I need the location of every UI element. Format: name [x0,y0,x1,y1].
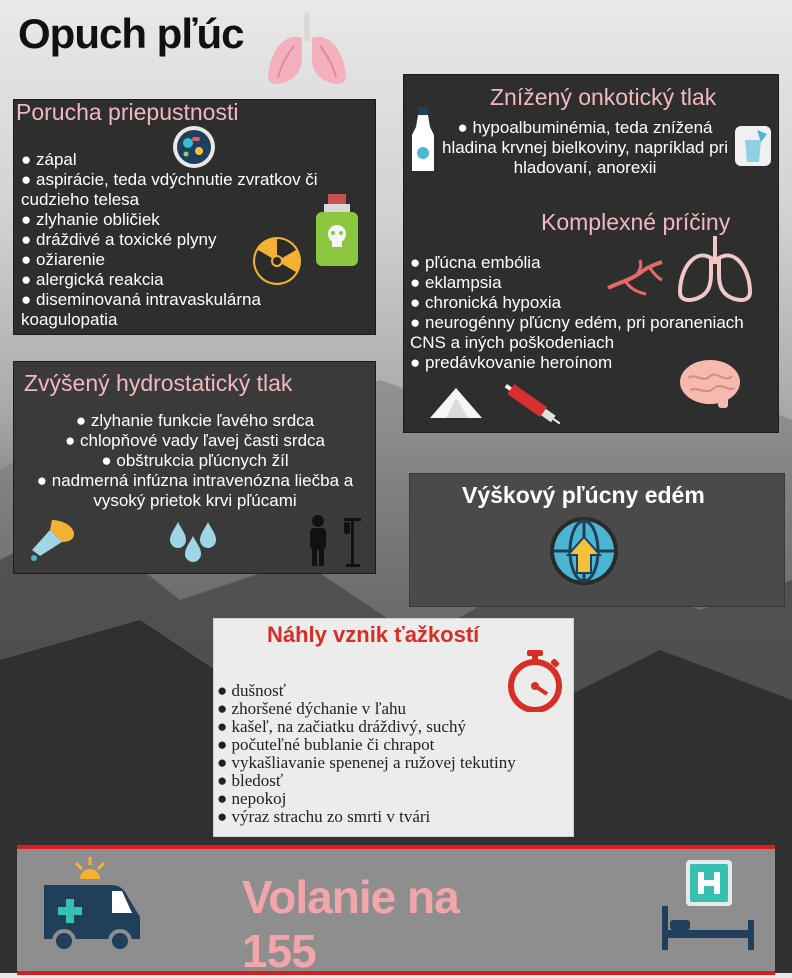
ambulance-icon [40,855,144,955]
list-item: ● chlopňové vady ľavej časti srdca [20,431,370,451]
radiation-icon [252,236,302,286]
globe-arrow-icon [548,515,620,587]
list-item: ● eklampsia [410,273,772,293]
list-item: ● dráždivé a toxické plyny [21,230,371,250]
onset-heading: Náhly vznik ťažkostí [267,622,480,647]
list-item: ● ožiarenie [21,250,371,270]
list-item: ● alergická reakcia [21,270,371,290]
list-item: ● hypoalbuminémia, teda znížená hladina krvnej bielkoviny, napríklad pri hladovaní, anorexii [430,118,740,178]
list-item: ● diseminovaná intravaskulárna koagulopatia [21,290,311,330]
list-item: ● zlyhanie funkcie ľavého srdca [20,411,370,431]
hydrostatic-list [20,411,370,511]
list-item: ● zápal [21,150,371,170]
list-item: ● bledosť [217,772,569,790]
water-glass-icon [733,124,773,168]
poison-bottle-icon [314,194,360,268]
list-item: ● obštrukcia pľúcnych žíl [20,451,370,471]
list-item: ● chronická hypoxia [410,293,772,313]
lungs-icon [264,12,350,88]
hydrostatic-heading: Zvýšený hydrostatický tlak [24,370,293,396]
iv-drip-icon [306,514,368,568]
call-155-label: Volanie na 155 [242,871,459,977]
lungs-outline-icon [676,234,754,304]
milk-bottle-icon [410,107,436,173]
powder-icon [428,384,484,420]
complex-heading: Komplexné príčiny [541,209,731,235]
list-item: ● nepokoj [217,790,569,808]
list-item: ● predávkovanie heroínom [410,353,772,373]
dropper-icon [28,516,78,562]
altitude-heading: Výškový pľúcny edém [462,482,705,508]
list-item: ● nadmerná infúzna intravenózna liečba a vysoký prietok krvi pľúcami [20,471,370,511]
list-item: ● vykašliavanie spenenej a ružovej tekutiny [217,754,569,772]
syringe-icon [498,376,566,432]
list-item: ● počuteľné bublanie či chrapot [217,736,569,754]
onset-list [217,682,569,826]
list-item: ● zhoršené dýchanie v ľahu [217,700,569,718]
list-item: ● neurogénny pľúcny edém, pri poraneniach CNS a iných poškodeniach [410,313,772,353]
list-item: ● aspirácie, teda vdýchnutie zvratkov či cudzieho telesa [21,170,361,210]
brain-icon [678,358,742,410]
list-item: ● kašeľ, na začiatku dráždivý, suchý [217,718,569,736]
page-title: Opuch pľúc [18,10,244,57]
hospital-bed-icon [660,858,756,952]
list-item: ● pľúcna embólia [410,253,772,273]
droplets-icon [168,518,220,564]
list-item: ● zlyhanie obličiek [21,210,371,230]
blood-vessel-icon [606,258,664,298]
permeability-heading: Porucha priepustnosti [16,99,239,125]
oncotic-list [430,118,740,178]
bacteria-icon [172,125,216,169]
list-item: ● výraz strachu zo smrti v tvári [217,808,569,826]
oncotic-heading: Znížený onkotický tlak [490,84,717,110]
list-item: ● dušnosť [217,682,569,700]
